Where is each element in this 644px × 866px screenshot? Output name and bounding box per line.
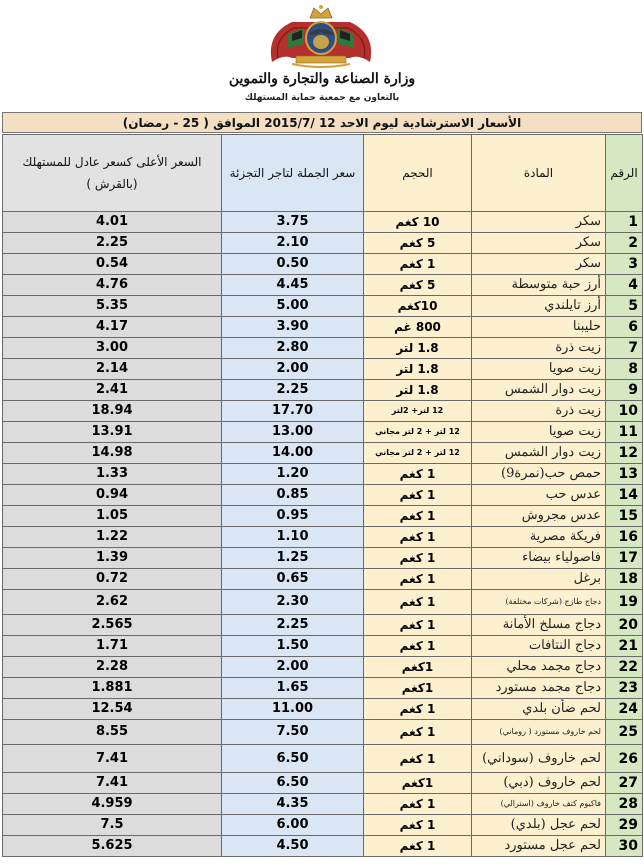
table-body bbox=[3, 212, 643, 857]
table-row bbox=[3, 527, 643, 548]
column-header-wholesale: سعر الجملة لتاجر التجزئة bbox=[222, 135, 364, 212]
max-consumer-price: 7.5 bbox=[3, 815, 222, 836]
max-consumer-price: 5.625 bbox=[3, 836, 222, 857]
item-size: 800 غم bbox=[364, 317, 472, 338]
column-header-no: الرقم bbox=[606, 135, 643, 212]
row-number: 26 bbox=[606, 745, 643, 773]
item-size: 1 كغم bbox=[364, 615, 472, 636]
wholesale-price: 2.30 bbox=[222, 590, 364, 615]
max-consumer-price: 1.39 bbox=[3, 548, 222, 569]
row-number: 13 bbox=[606, 464, 643, 485]
item-name: دجاج مسلخ الأمانة bbox=[472, 615, 606, 636]
wholesale-price: 0.50 bbox=[222, 254, 364, 275]
table-row bbox=[3, 317, 643, 338]
wholesale-price: 1.65 bbox=[222, 678, 364, 699]
row-number: 3 bbox=[606, 254, 643, 275]
max-consumer-price: 4.17 bbox=[3, 317, 222, 338]
table-row bbox=[3, 699, 643, 720]
max-consumer-price: 7.41 bbox=[3, 745, 222, 773]
max-consumer-price: 0.54 bbox=[3, 254, 222, 275]
item-size: 1 كغم bbox=[364, 254, 472, 275]
item-name: زيت صويا bbox=[472, 422, 606, 443]
wholesale-price: 6.50 bbox=[222, 745, 364, 773]
table-row bbox=[3, 548, 643, 569]
table-row bbox=[3, 422, 643, 443]
wholesale-price: 0.65 bbox=[222, 569, 364, 590]
max-consumer-price: 0.72 bbox=[3, 569, 222, 590]
table-row bbox=[3, 464, 643, 485]
max-consumer-price: 0.94 bbox=[3, 485, 222, 506]
column-header-size: الحجم bbox=[364, 135, 472, 212]
item-size: 1 كغم bbox=[364, 794, 472, 815]
item-size: 1 كغم bbox=[364, 548, 472, 569]
item-size: 1 كغم bbox=[364, 485, 472, 506]
column-header-item: المادة bbox=[472, 135, 606, 212]
wholesale-price: 6.00 bbox=[222, 815, 364, 836]
wholesale-price: 1.10 bbox=[222, 527, 364, 548]
max-consumer-price: 12.54 bbox=[3, 699, 222, 720]
row-number: 11 bbox=[606, 422, 643, 443]
item-name: دجاج النتافات bbox=[472, 636, 606, 657]
wholesale-price: 4.45 bbox=[222, 275, 364, 296]
row-number: 9 bbox=[606, 380, 643, 401]
item-name: زيت دوار الشمس bbox=[472, 443, 606, 464]
row-number: 12 bbox=[606, 443, 643, 464]
item-name: زيت صويا bbox=[472, 359, 606, 380]
item-size: 5 كغم bbox=[364, 233, 472, 254]
table-row bbox=[3, 657, 643, 678]
wholesale-price: 17.70 bbox=[222, 401, 364, 422]
row-number: 28 bbox=[606, 794, 643, 815]
row-number: 22 bbox=[606, 657, 643, 678]
max-consumer-price: 2.28 bbox=[3, 657, 222, 678]
item-size: 1كغم bbox=[364, 678, 472, 699]
row-number: 2 bbox=[606, 233, 643, 254]
row-number: 21 bbox=[606, 636, 643, 657]
item-size: 1.8 لتر bbox=[364, 380, 472, 401]
item-size: 1 كغم bbox=[364, 590, 472, 615]
item-name: لحم عجل مستورد bbox=[472, 836, 606, 857]
table-row bbox=[3, 275, 643, 296]
item-name: عدس حب bbox=[472, 485, 606, 506]
table-row bbox=[3, 401, 643, 422]
max-consumer-price: 2.565 bbox=[3, 615, 222, 636]
item-name: دجاج مجمد مستورد bbox=[472, 678, 606, 699]
item-size: 1 كغم bbox=[364, 569, 472, 590]
row-number: 30 bbox=[606, 836, 643, 857]
item-name: حمص حب(نمرة9) bbox=[472, 464, 606, 485]
item-size: 1 كغم bbox=[364, 527, 472, 548]
table-row bbox=[3, 590, 643, 615]
table-row bbox=[3, 815, 643, 836]
table-row bbox=[3, 678, 643, 699]
table-row bbox=[3, 773, 643, 794]
row-number: 4 bbox=[606, 275, 643, 296]
max-consumer-price: 14.98 bbox=[3, 443, 222, 464]
item-size: 12 لتر+ 2لتر bbox=[364, 401, 472, 422]
max-consumer-price: 1.33 bbox=[3, 464, 222, 485]
max-consumer-price: 2.41 bbox=[3, 380, 222, 401]
wholesale-price: 6.50 bbox=[222, 773, 364, 794]
item-name: عدس مجروش bbox=[472, 506, 606, 527]
cooperation-note: بالتعاون مع جمعية حماية المستهلك bbox=[244, 93, 400, 103]
ministry-name: وزارة الصناعة والتجارة والتموين bbox=[228, 71, 416, 87]
row-number: 20 bbox=[606, 615, 643, 636]
row-number: 10 bbox=[606, 401, 643, 422]
row-number: 14 bbox=[606, 485, 643, 506]
coat-of-arms-emblem bbox=[262, 4, 380, 70]
wholesale-price: 13.00 bbox=[222, 422, 364, 443]
table-row bbox=[3, 212, 643, 233]
row-number: 25 bbox=[606, 720, 643, 745]
table-row bbox=[3, 443, 643, 464]
item-size: 1 كغم bbox=[364, 836, 472, 857]
max-consumer-price: 3.00 bbox=[3, 338, 222, 359]
max-consumer-price: 1.881 bbox=[3, 678, 222, 699]
item-name: لحم خاروف (سوداني) bbox=[472, 745, 606, 773]
item-name: أرز تايلندي bbox=[472, 296, 606, 317]
row-number: 18 bbox=[606, 569, 643, 590]
item-name: دجاج مجمد محلي bbox=[472, 657, 606, 678]
row-number: 5 bbox=[606, 296, 643, 317]
item-size: 1كغم bbox=[364, 657, 472, 678]
wholesale-price: 2.80 bbox=[222, 338, 364, 359]
item-name: لحم عجل (بلدي) bbox=[472, 815, 606, 836]
item-size: 1.8 لتر bbox=[364, 338, 472, 359]
max-consumer-price: 2.25 bbox=[3, 233, 222, 254]
max-consumer-price: 2.62 bbox=[3, 590, 222, 615]
wholesale-price: 2.25 bbox=[222, 380, 364, 401]
item-name: فريكة مصرية bbox=[472, 527, 606, 548]
wholesale-price: 11.00 bbox=[222, 699, 364, 720]
max-consumer-price: 1.71 bbox=[3, 636, 222, 657]
row-number: 29 bbox=[606, 815, 643, 836]
max-consumer-price: 8.55 bbox=[3, 720, 222, 745]
wholesale-price: 1.25 bbox=[222, 548, 364, 569]
item-name: دجاج طازج (شركات مختلفة) bbox=[472, 590, 606, 615]
prices-table bbox=[2, 134, 643, 857]
row-number: 19 bbox=[606, 590, 643, 615]
max-consumer-price: 4.959 bbox=[3, 794, 222, 815]
row-number: 27 bbox=[606, 773, 643, 794]
item-name: أرز حبة متوسطة bbox=[472, 275, 606, 296]
item-size: 1 كغم bbox=[364, 720, 472, 745]
item-size: 1 كغم bbox=[364, 745, 472, 773]
item-size: 12 لتر + 2 لتر مجاني bbox=[364, 422, 472, 443]
table-row bbox=[3, 720, 643, 745]
item-name: سكر bbox=[472, 233, 606, 254]
item-name: فاصولياء بيضاء bbox=[472, 548, 606, 569]
row-number: 7 bbox=[606, 338, 643, 359]
item-size: 1 كغم bbox=[364, 699, 472, 720]
max-consumer-price: 18.94 bbox=[3, 401, 222, 422]
row-number: 23 bbox=[606, 678, 643, 699]
wholesale-price: 0.85 bbox=[222, 485, 364, 506]
wholesale-price: 7.50 bbox=[222, 720, 364, 745]
item-size: 10كغم bbox=[364, 296, 472, 317]
item-name: حليبنا bbox=[472, 317, 606, 338]
item-size: 1 كغم bbox=[364, 464, 472, 485]
max-consumer-price: 13.91 bbox=[3, 422, 222, 443]
item-name: زيت دوار الشمس bbox=[472, 380, 606, 401]
row-number: 16 bbox=[606, 527, 643, 548]
max-consumer-price: 4.76 bbox=[3, 275, 222, 296]
wholesale-price: 2.00 bbox=[222, 657, 364, 678]
row-number: 17 bbox=[606, 548, 643, 569]
wholesale-price: 2.00 bbox=[222, 359, 364, 380]
item-name: سكر bbox=[472, 254, 606, 275]
wholesale-price: 2.10 bbox=[222, 233, 364, 254]
item-name: لحم خاروف (دبي) bbox=[472, 773, 606, 794]
item-name: زيت ذرة bbox=[472, 401, 606, 422]
table-row bbox=[3, 836, 643, 857]
wholesale-price: 14.00 bbox=[222, 443, 364, 464]
item-size: 10 كغم bbox=[364, 212, 472, 233]
item-name: لحم خاروف مستورد ( روماني) bbox=[472, 720, 606, 745]
row-number: 24 bbox=[606, 699, 643, 720]
row-number: 6 bbox=[606, 317, 643, 338]
max-consumer-price: 2.14 bbox=[3, 359, 222, 380]
wholesale-price: 2.25 bbox=[222, 615, 364, 636]
max-consumer-price: 7.41 bbox=[3, 773, 222, 794]
table-row bbox=[3, 254, 643, 275]
item-size: 1كغم bbox=[364, 773, 472, 794]
table-row bbox=[3, 359, 643, 380]
item-name: فاكيوم كتف خاروف (استرالي) bbox=[472, 794, 606, 815]
wholesale-price: 4.35 bbox=[222, 794, 364, 815]
item-name: سكر bbox=[472, 212, 606, 233]
wholesale-price: 3.75 bbox=[222, 212, 364, 233]
table-row bbox=[3, 615, 643, 636]
item-size: 5 كغم bbox=[364, 275, 472, 296]
item-name: زيت ذرة bbox=[472, 338, 606, 359]
table-row bbox=[3, 380, 643, 401]
item-name: لحم ضأن بلدي bbox=[472, 699, 606, 720]
row-number: 1 bbox=[606, 212, 643, 233]
max-consumer-price: 5.35 bbox=[3, 296, 222, 317]
wholesale-price: 5.00 bbox=[222, 296, 364, 317]
item-size: 1 كغم bbox=[364, 636, 472, 657]
table-row bbox=[3, 745, 643, 773]
wholesale-price: 1.50 bbox=[222, 636, 364, 657]
table-row bbox=[3, 485, 643, 506]
column-header-max-price: السعر الأعلى كسعر عادل للمستهلك (بالقرش ) bbox=[3, 135, 222, 212]
wholesale-price: 3.90 bbox=[222, 317, 364, 338]
item-name: برغل bbox=[472, 569, 606, 590]
wholesale-price: 0.95 bbox=[222, 506, 364, 527]
max-consumer-price: 1.22 bbox=[3, 527, 222, 548]
table-row bbox=[3, 296, 643, 317]
item-size: 12 لتر + 2 لتر مجاني bbox=[364, 443, 472, 464]
item-size: 1 كغم bbox=[364, 506, 472, 527]
table-row bbox=[3, 338, 643, 359]
table-row bbox=[3, 794, 643, 815]
page-title: الأسعار الاسترشادية ليوم الاحد 12 /2015/7 الموافق ( 25 - رمضان) bbox=[2, 112, 642, 133]
table-row bbox=[3, 506, 643, 527]
item-size: 1.8 لتر bbox=[364, 359, 472, 380]
table-row bbox=[3, 636, 643, 657]
wholesale-price: 1.20 bbox=[222, 464, 364, 485]
wholesale-price: 4.50 bbox=[222, 836, 364, 857]
table-row bbox=[3, 569, 643, 590]
max-consumer-price: 1.05 bbox=[3, 506, 222, 527]
row-number: 15 bbox=[606, 506, 643, 527]
item-size: 1 كغم bbox=[364, 815, 472, 836]
row-number: 8 bbox=[606, 359, 643, 380]
table-row bbox=[3, 233, 643, 254]
max-consumer-price: 4.01 bbox=[3, 212, 222, 233]
